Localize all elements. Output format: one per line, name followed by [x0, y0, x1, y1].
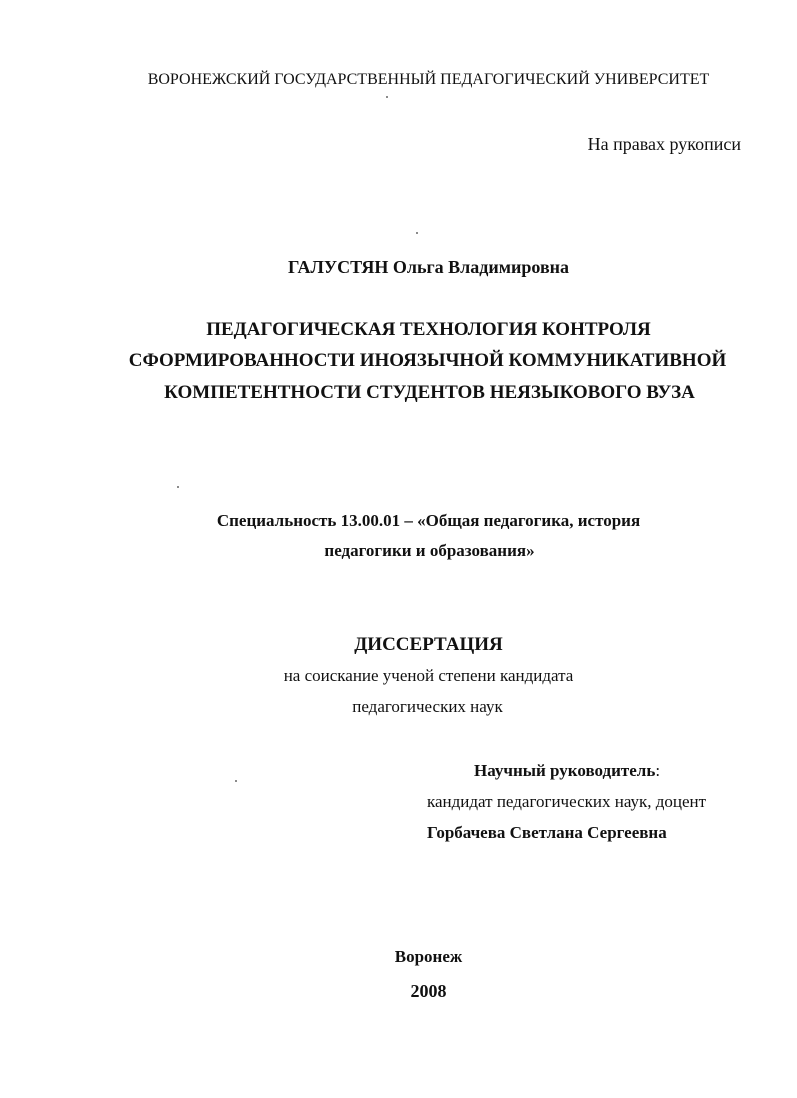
scan-speck — [416, 232, 418, 234]
scan-speck — [177, 486, 179, 488]
supervisor-degree: кандидат педагогических наук, доцент — [427, 792, 707, 811]
year: 2008 — [410, 981, 447, 1001]
scan-speck — [386, 96, 388, 98]
title-line-3: КОМПЕТЕНТНОСТИ СТУДЕНТОВ НЕЯЗЫКОВОГО ВУЗА — [164, 382, 695, 403]
author-name: ГАЛУСТЯН Ольга Владимировна — [287, 257, 570, 277]
specialty-line-1: Специальность 13.00.01 – «Общая педагогика, история — [216, 511, 641, 530]
dissertation-heading: ДИССЕРТАЦИЯ — [354, 634, 503, 655]
supervisor-label-colon: : — [655, 761, 661, 780]
city: Воронеж — [394, 947, 463, 966]
supervisor-name: Горбачева Светлана Сергеевна — [427, 823, 667, 842]
dissertation-line-1: на соискание ученой степени кандидата — [283, 666, 574, 685]
dissertation-line-2: педагогических наук — [352, 697, 503, 716]
title-line-1: ПЕДАГОГИЧЕСКАЯ ТЕХНОЛОГИЯ КОНТРОЛЯ — [206, 319, 651, 340]
specialty-line-2: педагогики и образования» — [324, 541, 535, 560]
title-line-2: СФОРМИРОВАННОСТИ ИНОЯЗЫЧНОЙ КОММУНИКАТИВНОЙ — [128, 350, 727, 371]
rights-note: На правах рукописи — [587, 134, 741, 154]
supervisor-label-text: Научный руководитель — [474, 761, 656, 780]
scan-speck — [235, 780, 237, 782]
university-name: ВОРОНЕЖСКИЙ ГОСУДАРСТВЕННЫЙ ПЕДАГОГИЧЕСКИЙ УНИВЕРСИТЕТ — [147, 71, 710, 88]
supervisor-label — [0, 762, 797, 779]
